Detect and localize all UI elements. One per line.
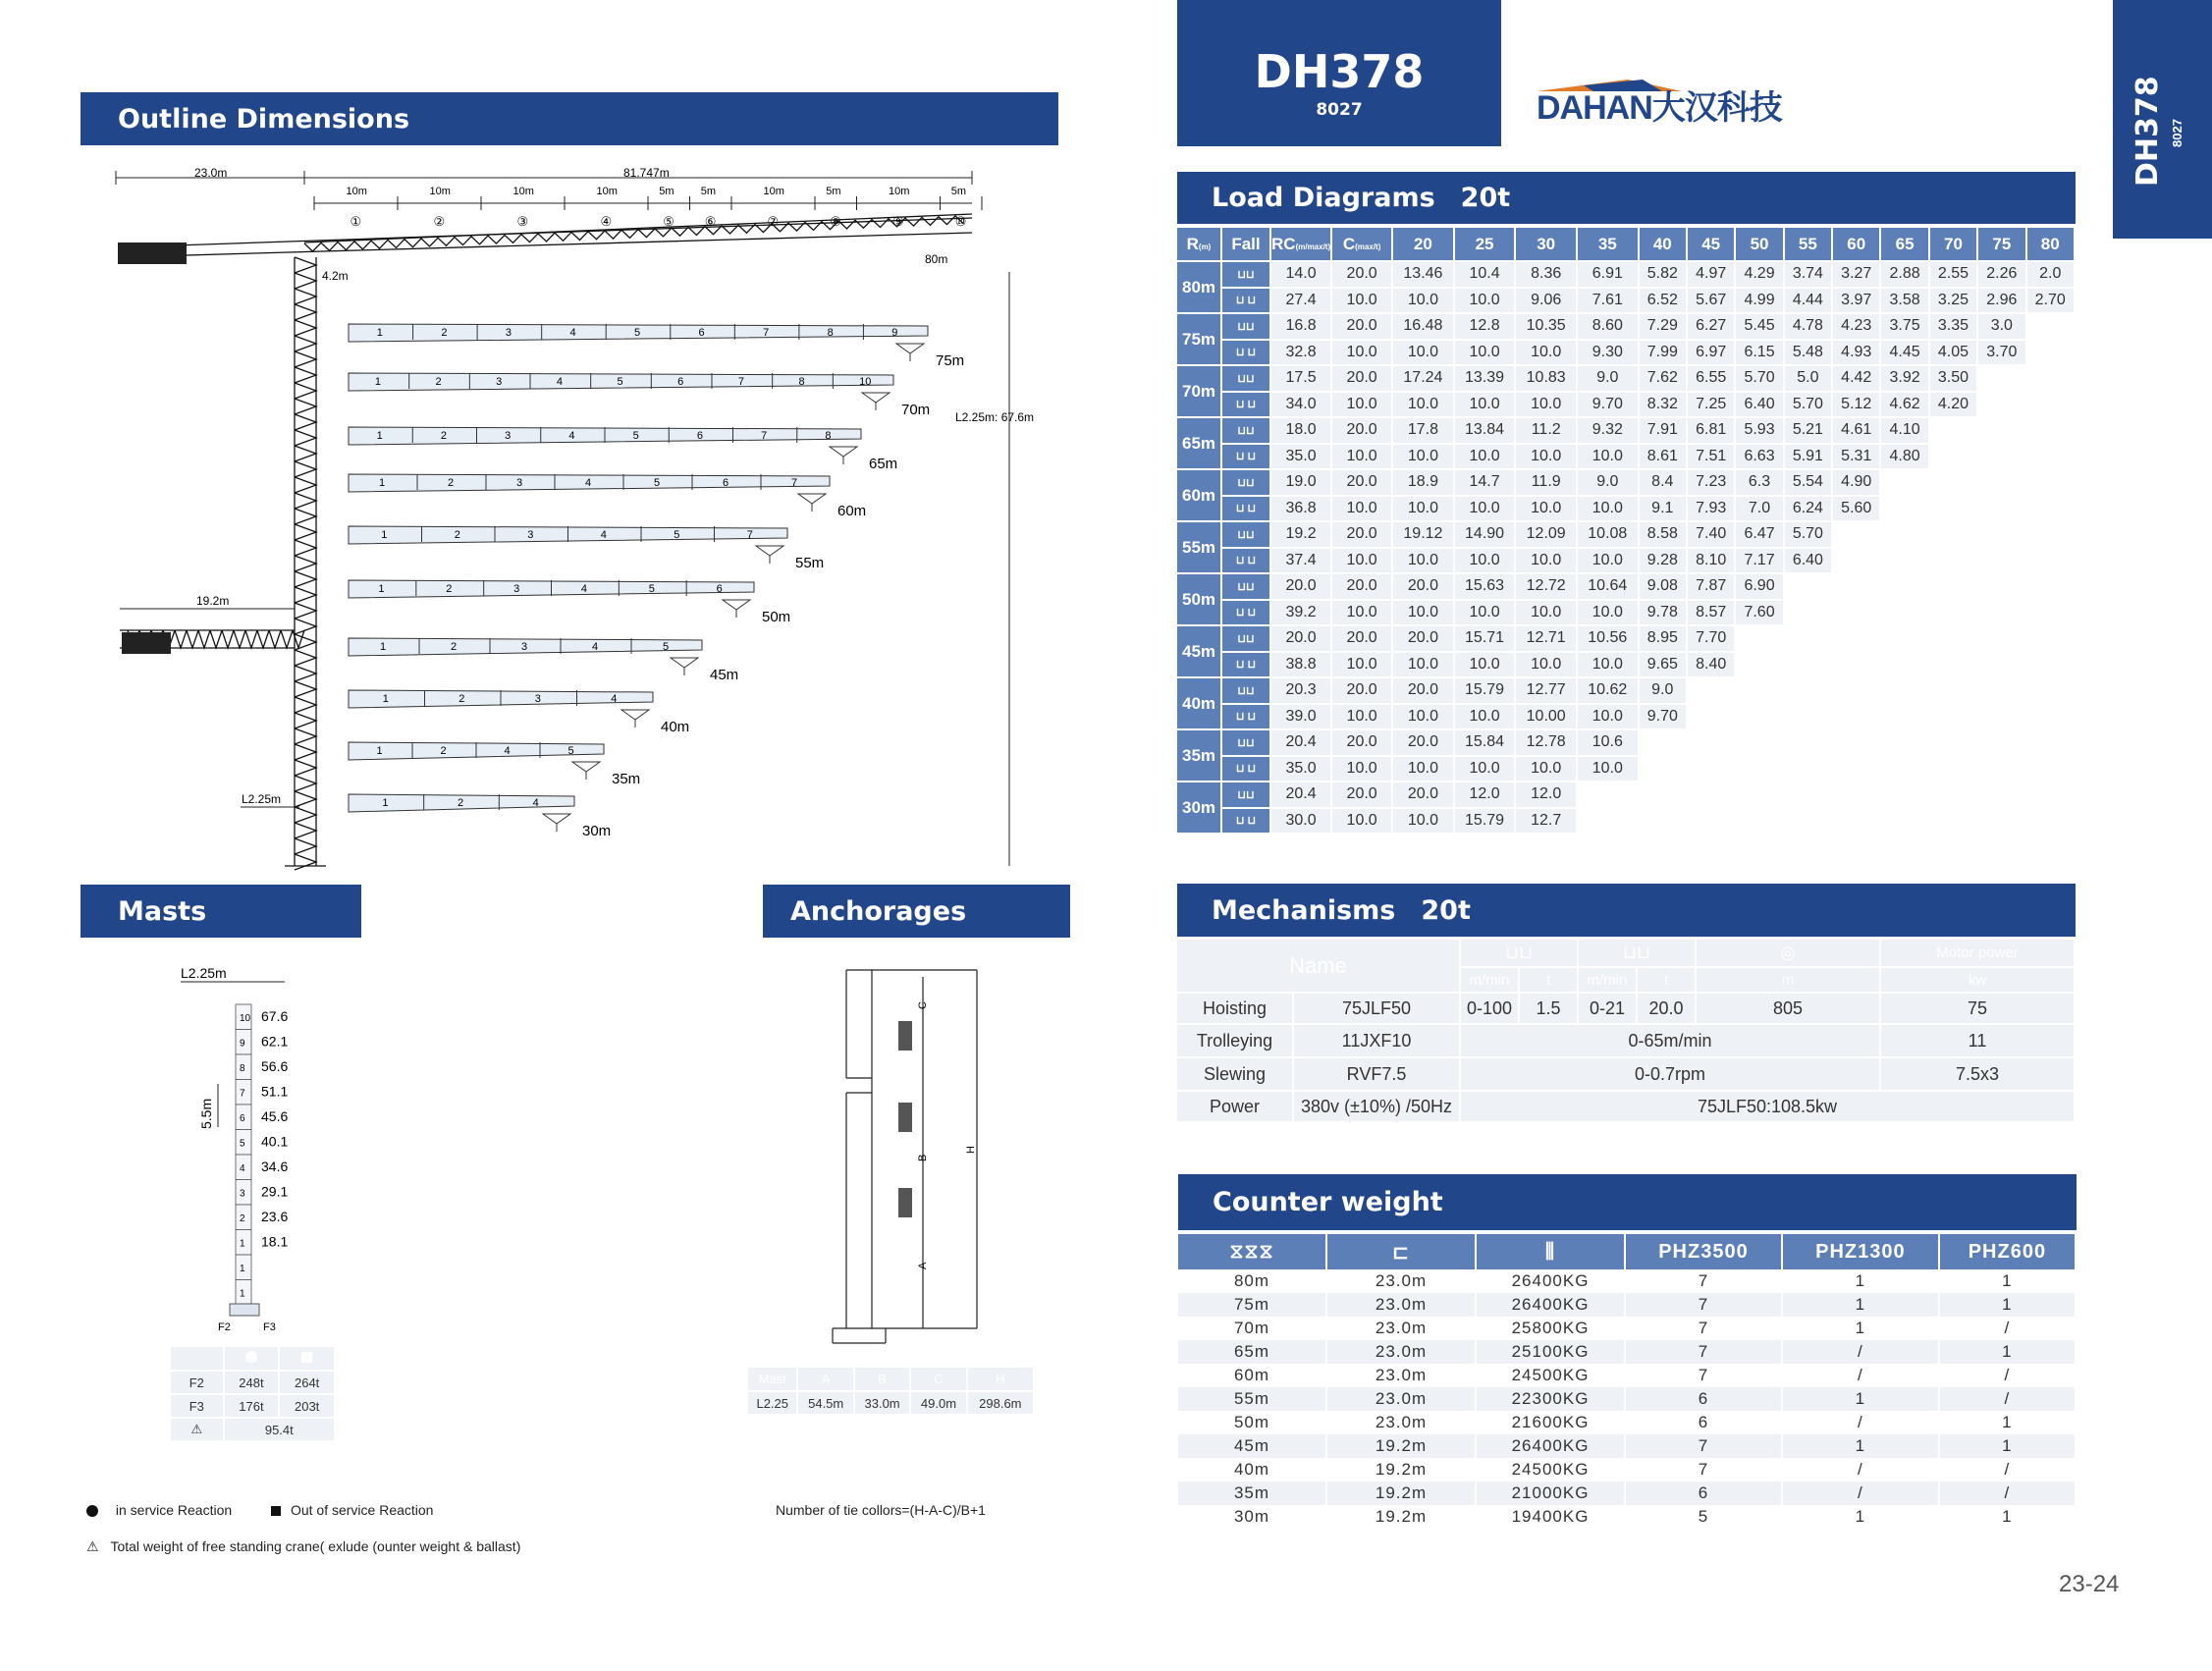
jib-variant-60m xyxy=(349,474,866,519)
jib-cell: 6 xyxy=(723,477,729,489)
jib-segment-length: 10m xyxy=(346,186,367,197)
load-distance-header: 70 xyxy=(1929,228,1977,261)
jib-cell: 4 xyxy=(592,641,599,653)
mast-section-number: 2 xyxy=(240,1213,245,1224)
counter-jib-dim: 23.0m xyxy=(194,166,228,180)
load-radius: 35m xyxy=(1177,729,1221,782)
jib-length-label: 65m xyxy=(869,456,898,472)
mast-drawing xyxy=(177,960,373,1338)
anchorage-table: Mast A B C H L2.25 54.5m 33.0m 49.0m 298.6m xyxy=(748,1368,1035,1416)
side-tab xyxy=(2113,0,2212,239)
double-fall-icon: ⊔⊔ xyxy=(1221,313,1270,340)
jib-cell: 5 xyxy=(654,477,661,489)
counter-weight-banner: Counter weight xyxy=(1178,1174,2077,1230)
table-row: 35m 19.2m 21000KG 6 / / xyxy=(1178,1482,2076,1505)
table-row: 70m 23.0m 25800KG 7 1 / xyxy=(1178,1317,2076,1340)
mast-section-height: 34.6 xyxy=(261,1159,289,1174)
jib-cell: 2 xyxy=(454,529,460,541)
top-dimensions xyxy=(116,171,972,203)
dim-c: C xyxy=(917,1001,929,1009)
jib-cell: 2 xyxy=(440,745,447,757)
side-model: DH378 xyxy=(2131,76,2165,187)
jib-segment-length: 5m xyxy=(659,186,674,197)
ballast-icon: ⫼ xyxy=(1476,1234,1625,1269)
jib-cell: 4 xyxy=(504,745,511,757)
mast-section-number: 3 xyxy=(240,1188,245,1200)
jib-segment-number: ③ xyxy=(516,214,529,229)
jib-cell: 4 xyxy=(580,583,588,595)
out-service-square-icon xyxy=(271,1506,281,1516)
table-row: 75m 23.0m 26400KG 7 1 1 xyxy=(1178,1293,2076,1317)
total-weight-note-icon: ⚠ xyxy=(86,1538,99,1554)
jib-cell: 1 xyxy=(380,641,387,653)
double-fall-icon: ⊔⊔ xyxy=(1221,625,1270,652)
jib-cell: 2 xyxy=(459,693,465,705)
load-distance-header: 75 xyxy=(1977,228,2025,261)
jib-cell: 7 xyxy=(737,376,744,388)
jib-cell: 2 xyxy=(448,477,455,489)
reaction-table: F2 248t 264t F3 176t 203t ⚠ 95.4t xyxy=(171,1347,336,1442)
jib-cell: 1 xyxy=(376,745,383,757)
jib-length-label: 75m xyxy=(936,352,965,369)
jib-cell: 1 xyxy=(378,583,385,595)
jib-variant-70m xyxy=(349,373,930,418)
jib-cell: 8 xyxy=(825,430,832,442)
jib-cell: 5 xyxy=(663,641,670,653)
jib-segment-length: 10m xyxy=(513,186,534,197)
table-row: 80m 23.0m 26400KG 7 1 1 xyxy=(1178,1269,2076,1293)
jib-cell: 5 xyxy=(567,745,574,757)
mast-section-height: 62.1 xyxy=(261,1033,289,1050)
jib-cell: 2 xyxy=(441,327,448,339)
table-row: 40m 19.2m 24500KG 7 / / xyxy=(1178,1458,2076,1482)
height-dim: L2.25m: 67.6m xyxy=(955,410,1035,424)
model-header-box xyxy=(1177,0,1501,146)
load-distance-header: 80 xyxy=(2026,228,2076,261)
total-weight-note: ⚠ Total weight of free standing crane( exlude (ounter weight & ballast) xyxy=(86,1538,521,1554)
load-distance-header: 45 xyxy=(1687,228,1735,261)
jib-variants xyxy=(349,324,964,839)
load-radius: 55m xyxy=(1177,521,1221,573)
jib-cell: 6 xyxy=(716,583,723,595)
out-service-icon xyxy=(301,1352,312,1363)
masts-banner: Masts xyxy=(81,885,361,938)
jib-segment-labels xyxy=(314,186,982,229)
lower-cj-dim: 19.2m xyxy=(196,594,230,608)
tower-mast xyxy=(285,257,326,870)
counter-weight-table: ⧖⧖⧖ ⊏ ⫼ PHZ3500 PHZ1300 PHZ600 80m 23.0m 26400KG 7 1 1 75m 23.0m 26400KG 7 1 1 70m 23.0m 25800KG 7 1 / 65m 23.0m 25100KG 7 / 1 60m 23.0m 24500KG 7 / / 55m 23.0m 22300KG 6 1 / 50m 23.0m 21600KG 6 / 1 45m 19.2m 26400KG 7 1 1 40m 19.2m 24500KG 7 / / 35m 19.2m 21000KG 6 / / 30m 19.2m 19400KG 5 1 1 xyxy=(1178,1234,2077,1529)
load-radius: 50m xyxy=(1177,573,1221,625)
mast-section-height: 18.1 xyxy=(261,1233,289,1250)
jib-cell: 4 xyxy=(568,430,575,442)
jib-cell: 2 xyxy=(458,797,464,809)
jib-length-label: 35m xyxy=(612,771,641,787)
single-fall-icon: ⊔ ⊔ xyxy=(1221,756,1270,782)
total-weight-icon: ⚠ xyxy=(171,1418,224,1441)
jib-variant-40m xyxy=(349,690,689,735)
side-sub: 8027 xyxy=(2170,119,2185,147)
jib-segment-length: 5m xyxy=(826,186,841,197)
double-fall-icon: ⊔⊔ xyxy=(1578,940,1696,967)
jib-cell: 8 xyxy=(798,376,805,388)
jib-segment-number: ② xyxy=(433,214,446,229)
mast-side-label: 5.5m xyxy=(198,1098,214,1129)
double-fall-icon: ⊔⊔ xyxy=(1221,417,1270,444)
mast-section-height: 29.1 xyxy=(261,1183,289,1200)
counter-jib-icon: ⊏ xyxy=(1326,1234,1476,1269)
single-fall-icon: ⊔⊔ xyxy=(1460,940,1578,967)
jib-cell: 1 xyxy=(374,376,381,388)
jib-cell: 3 xyxy=(527,529,534,541)
in-service-dot-icon xyxy=(86,1505,98,1517)
jib-segment-number: ⑧ xyxy=(830,214,841,229)
load-radius: 75m xyxy=(1177,313,1221,365)
jib-segment-length: 10m xyxy=(763,186,784,197)
jib-cell: 2 xyxy=(446,583,453,595)
jib-variant-35m xyxy=(349,742,640,787)
table-row: 55m 23.0m 22300KG 6 1 / xyxy=(1178,1387,2076,1411)
jib-cell: 7 xyxy=(791,477,798,489)
jib-segment-number: ⑩ xyxy=(954,214,967,229)
load-distance-header: 50 xyxy=(1735,228,1783,261)
jib-length-label: 70m xyxy=(901,402,931,418)
dim-a: A xyxy=(917,1262,929,1269)
mast-section-number: 7 xyxy=(240,1088,245,1100)
jib-cell: 5 xyxy=(634,327,641,339)
jib-cell: 1 xyxy=(376,327,383,339)
load-radius: 45m xyxy=(1177,625,1221,677)
jib-length-label: 45m xyxy=(710,667,739,683)
load-distance-header: 30 xyxy=(1515,228,1577,261)
load-radius: 40m xyxy=(1177,677,1221,729)
anchorages-banner: Anchorages xyxy=(763,885,1070,938)
jib-segment-number: ⑤ xyxy=(663,214,674,229)
load-radius: 30m xyxy=(1177,782,1221,834)
mechanisms-banner: Mechanisms 20t xyxy=(1177,884,2076,937)
jib-cell: 1 xyxy=(379,477,386,489)
jib-variant-65m xyxy=(349,427,897,472)
table-row: 60m 23.0m 24500KG 7 / / xyxy=(1178,1364,2076,1387)
double-fall-icon: ⊔⊔ xyxy=(1221,677,1270,704)
jib-cell: 10 xyxy=(859,376,872,388)
dim-b: B xyxy=(917,1154,929,1161)
jib-cell: 9 xyxy=(891,327,898,339)
single-fall-icon: ⊔ ⊔ xyxy=(1221,496,1270,522)
mast-section-number: 6 xyxy=(240,1113,245,1124)
load-distance-header: 25 xyxy=(1454,228,1516,261)
jib-cell: 2 xyxy=(451,641,458,653)
load-distance-header: 35 xyxy=(1577,228,1639,261)
jib-segment-number: ⑨ xyxy=(892,214,904,229)
jib-cell: 4 xyxy=(611,693,618,705)
tie-collar-note: Number of tie collors=(H-A-C)/B+1 xyxy=(776,1502,986,1518)
main-jib xyxy=(118,214,972,257)
table-row: 30m 19.2m 19400KG 5 1 1 xyxy=(1178,1505,2076,1529)
jib-segment-length: 10m xyxy=(889,186,910,197)
jib-cell: 7 xyxy=(746,529,753,541)
jib-cell: 4 xyxy=(585,477,592,489)
jib-length-label: 55m xyxy=(795,555,825,571)
jib-segment-length: 5m xyxy=(700,186,717,197)
jib-segment-number: ⑦ xyxy=(767,214,780,229)
jib-variant-45m xyxy=(349,638,738,683)
jib-cell: 4 xyxy=(532,797,539,809)
mast-section-height: 45.6 xyxy=(261,1108,289,1124)
double-fall-icon: ⊔⊔ xyxy=(1221,782,1270,808)
single-fall-icon: ⊔ ⊔ xyxy=(1221,652,1270,678)
jib-cell: 1 xyxy=(382,797,389,809)
double-fall-icon: ⊔⊔ xyxy=(1221,261,1270,288)
single-fall-icon: ⊔ ⊔ xyxy=(1221,548,1270,574)
load-radius: 70m xyxy=(1177,365,1221,417)
hook-dim: 4.2m xyxy=(322,269,349,283)
jib-cell: 2 xyxy=(435,376,442,388)
mast-top-label: L2.25m xyxy=(181,965,227,981)
jib-variant-30m xyxy=(349,794,611,839)
drum-icon: ◎ xyxy=(1696,940,1880,967)
mast-section-number: 9 xyxy=(240,1038,245,1050)
jib-cell: 5 xyxy=(674,529,680,541)
dim-h: H xyxy=(965,1146,977,1154)
in-service-icon xyxy=(245,1351,257,1363)
load-diagram-table: R(m) Fall RC(m/max/t) C(max/t) 20 25 30 35 40 45 50 55 60 65 70 75 80 80m ⊔⊔ 14.0 20.0 13.46 10.4 8.36 6.91 5.82 4.97 4.29 3.74 3.27 2.88 2.55 2.26 2.0 ⊔ ⊔ 27.4 10.0 10.0 10.0 9.06 7.61 6.52 5.67 4.99 4.44 3.97 3.58 3.25 2.96 2.70 75m ⊔⊔ 16.8 20.0 16.48 12.8 10.35 8.60 7.29 6.27 5.45 4.78 4.23 3.75 3.35 3.0 ⊔ ⊔ 32.8 10.0 10.0 10.0 10.0 9.30 7.99 6.97 6.15 5.48 4.93 4.45 4.05 3.70 70m ⊔⊔ 17.5 20.0 17.24 13.39 10.83 9.0 7.62 6.55 5.70 5.0 4.42 3.92 3.50 ⊔ ⊔ 34.0 10.0 10.0 10.0 10.0 9.70 8.32 7.25 6.40 5.70 5.12 4.62 4.20 65m ⊔⊔ 18.0 20.0 17.8 13.84 11.2 9.32 7.91 6.81 5.93 5.21 4.61 4.10 ⊔ ⊔ 35.0 10.0 10.0 10.0 10.0 10.0 8.61 7.51 6.63 5.91 5.31 4.80 60m ⊔⊔ 19.0 20.0 18.9 14.7 11.9 9.0 8.4 7.23 6.3 5.54 4.90 ⊔ ⊔ 36.8 10.0 10.0 10.0 10.0 10.0 9.1 7.93 7.0 6.24 5.60 55m ⊔⊔ 19.2 20.0 19.12 14.90 12.09 10.08 8.58 7.40 6.47 5.70 ⊔ ⊔ 37.4 10.0 10.0 10.0 10.0 10.0 9.28 8.10 7.17 6.40 50m ⊔⊔ 20.0 20.0 20.0 15.63 12.72 10.64 9.08 7.87 6.90 ⊔ ⊔ 39.2 10.0 10.0 10.0 10.0 10.0 9.78 8.57 7.60 45m ⊔⊔ 20.0 20.0 20.0 15.71 12.71 10.56 8.95 7.70 ⊔ ⊔ 38.8 10.0 10.0 10.0 10.0 10.0 9.65 8.40 40m ⊔⊔ 20.3 20.0 20.0 15.79 12.77 10.62 9.0 ⊔ ⊔ 39.0 10.0 10.0 10.0 10.00 10.0 9.70 35m ⊔⊔ 20.4 20.0 20.0 15.84 12.78 10.6 ⊔ ⊔ 35.0 10.0 10.0 10.0 10.0 10.0 30m ⊔⊔ 20.4 20.0 20.0 12.0 12.0 ⊔ ⊔ 30.0 10.0 10.0 15.79 12.7 xyxy=(1177,228,2076,835)
mast-section-number: 1 xyxy=(240,1288,245,1300)
jib-cell: 3 xyxy=(496,376,503,388)
mast-section-height: 67.6 xyxy=(261,1008,289,1024)
tip-label: 80m xyxy=(925,252,948,266)
jib-cell: 1 xyxy=(376,430,383,442)
jib-variant-55m xyxy=(349,526,824,571)
jib-dim: 81.747m xyxy=(623,166,670,180)
model-subtitle: 8027 xyxy=(1316,100,1363,120)
brand-logo xyxy=(1535,74,1809,123)
counter-jib-weights xyxy=(118,243,187,264)
load-radius: 65m xyxy=(1177,417,1221,469)
load-distance-header: 20 xyxy=(1392,228,1454,261)
mast-section-height: 56.6 xyxy=(261,1058,289,1074)
jib-segment-number: ⑥ xyxy=(704,214,717,229)
jib-length-label: 50m xyxy=(762,609,791,625)
outline-drawing xyxy=(108,159,1051,876)
double-fall-icon: ⊔⊔ xyxy=(1221,521,1270,548)
jib-cell: 3 xyxy=(521,641,528,653)
double-fall-icon: ⊔⊔ xyxy=(1221,365,1270,392)
outline-dimensions-banner: Outline Dimensions xyxy=(81,92,1058,145)
load-radius: 80m xyxy=(1177,261,1221,313)
load-diagrams-banner: Load Diagrams 20t xyxy=(1177,172,2076,224)
jib-segment-number: ④ xyxy=(600,214,613,229)
jib-segment-length: 10m xyxy=(596,186,618,197)
jib-segment-length: 5m xyxy=(950,186,967,197)
mast-section-number: 10 xyxy=(240,1013,251,1024)
jib-cell: 3 xyxy=(534,693,541,705)
jib-segment-number: ① xyxy=(350,214,362,229)
jib-length-label: 40m xyxy=(661,719,690,735)
mast-section-number: 5 xyxy=(240,1138,245,1150)
jib-cell: 6 xyxy=(698,327,705,339)
jib-cell: 1 xyxy=(381,529,388,541)
single-fall-icon: ⊔ ⊔ xyxy=(1221,808,1270,835)
load-distance-header: 65 xyxy=(1880,228,1928,261)
mast-section-number: 4 xyxy=(240,1163,245,1174)
table-row: 65m 23.0m 25100KG 7 / 1 xyxy=(1178,1340,2076,1364)
mast-section-height: 40.1 xyxy=(261,1133,289,1150)
jib-cell: 3 xyxy=(505,327,513,339)
jib-cell: 1 xyxy=(382,693,389,705)
jib-cell: 5 xyxy=(617,376,623,388)
load-distance-header: 60 xyxy=(1832,228,1880,261)
load-distance-header: 40 xyxy=(1639,228,1687,261)
jib-cell: 7 xyxy=(763,327,770,339)
single-fall-icon: ⊔ ⊔ xyxy=(1221,288,1270,314)
mast-section-height: 51.1 xyxy=(261,1083,289,1100)
jib-length-icon: ⧖⧖⧖ xyxy=(1178,1234,1326,1269)
base-mast-dim: L2.25m xyxy=(242,792,282,806)
jib-cell: 4 xyxy=(569,327,576,339)
mast-section-number: 8 xyxy=(240,1063,245,1074)
force-f2: F2 xyxy=(218,1321,231,1333)
jib-segment-length: 10m xyxy=(429,186,451,197)
jib-cell: 5 xyxy=(648,583,655,595)
jib-cell: 6 xyxy=(677,376,684,388)
jib-cell: 2 xyxy=(440,430,447,442)
single-fall-icon: ⊔ ⊔ xyxy=(1221,340,1270,366)
jib-cell: 6 xyxy=(696,430,703,442)
table-row: 50m 23.0m 21600KG 6 / 1 xyxy=(1178,1411,2076,1434)
svg-text:DAHAN大汉科技: DAHAN大汉科技 xyxy=(1537,89,1782,123)
double-fall-icon: ⊔⊔ xyxy=(1221,469,1270,496)
jib-cell: 4 xyxy=(556,376,563,388)
jib-cell: 3 xyxy=(516,477,523,489)
jib-length-label: 30m xyxy=(582,823,612,839)
load-radius: 60m xyxy=(1177,469,1221,521)
single-fall-icon: ⊔ ⊔ xyxy=(1221,392,1270,418)
jib-cell: 4 xyxy=(600,529,607,541)
force-f3: F3 xyxy=(263,1321,276,1333)
jib-length-label: 60m xyxy=(837,503,867,519)
mechanisms-table: Name ⊔⊔ ⊔⊔ ◎ Motor power m/min t m/min t m kw Hoisting 75JLF50 0-100 1.5 0-21 20.0 805 75 Trolleying 11JXF10 0-65m/min 11 Slewing RVF7.5 0-0.7rpm 7.5x3 Power 380v (±10%) /50Hz 75JLF50:108.5kw xyxy=(1177,940,2076,1123)
jib-variant-75m xyxy=(349,324,964,369)
table-row: 45m 19.2m 26400KG 7 1 1 xyxy=(1178,1434,2076,1458)
jib-cell: 7 xyxy=(761,430,768,442)
anchorage-drawing xyxy=(825,965,992,1348)
legend: in service Reaction Out of service Reaction xyxy=(86,1502,433,1518)
mast-section-number: 1 xyxy=(240,1238,245,1250)
page-number: 23-24 xyxy=(2059,1571,2120,1597)
jib-cell: 3 xyxy=(505,430,512,442)
jib-variant-50m xyxy=(349,580,790,625)
single-fall-icon: ⊔ ⊔ xyxy=(1221,600,1270,626)
mast-section-height: 23.6 xyxy=(261,1209,289,1224)
single-fall-icon: ⊔ ⊔ xyxy=(1221,704,1270,730)
jib-cell: 8 xyxy=(827,327,834,339)
single-fall-icon: ⊔ ⊔ xyxy=(1221,444,1270,470)
mast-section-number: 1 xyxy=(240,1264,245,1274)
load-distance-header: 55 xyxy=(1784,228,1832,261)
jib-cell: 5 xyxy=(632,430,639,442)
model-title: DH378 xyxy=(1254,45,1425,98)
jib-cell: 3 xyxy=(513,583,520,595)
double-fall-icon: ⊔⊔ xyxy=(1221,573,1270,600)
double-fall-icon: ⊔⊔ xyxy=(1221,729,1270,756)
